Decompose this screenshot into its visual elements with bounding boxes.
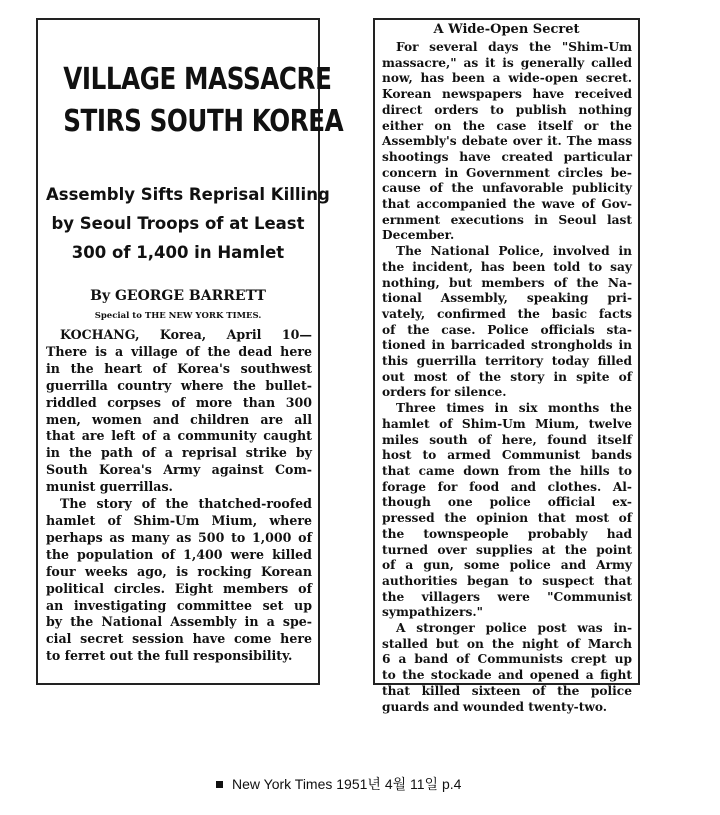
article-line: miles south of here, found itself [382,432,632,447]
article-line: KOCHANG, Korea, April 10— [60,327,312,342]
article-line: riddled corpses of more than 300 [46,394,312,410]
article-line: guards and wounded twenty-two. [382,699,608,714]
article-line: concern in Government circles be- [382,165,632,180]
article-line: shootings have created particular [382,149,632,164]
caption-text: New York Times 1951년 4월 11일 p.4 [232,776,462,792]
article-line: that came down from the hills to [382,463,632,478]
article-line: the villagers were "Communist [382,589,632,604]
article-line: turned over supplies at the point [382,542,632,557]
article-line: stalled but on the night of March [382,636,632,651]
article-line: to ferret out the full responsibility. [46,648,293,664]
source-caption [216,774,461,794]
article-line: an investigating committee set up [46,597,312,613]
article-line: cause of the unfavorable publicity [382,181,632,196]
article-line: sympathizers." [382,605,483,620]
article-line: in the heart of Korea's southwest [46,360,312,376]
left-article-column [36,18,344,685]
right-article-column [373,18,640,714]
article-line: four weeks ago, is rocking Korean [46,563,312,579]
article-line: The story of the thatched-roofed [60,496,312,512]
article-line: Three times in six months the [396,401,632,416]
article-line: though one police official ex- [382,495,632,510]
article-line: that are left of a community caught [46,428,312,444]
deck-line: by Seoul Troops of at Least [51,214,305,233]
article-line: Assembly's debate over it. The mass [382,134,632,149]
article-line: direct orders to publish nothing [382,102,632,117]
article-line: by the National Assembly in a spe- [46,614,312,630]
article-line: munist guerrillas. [46,479,173,495]
article-line: perhaps as many as 500 to 1,000 of [46,529,312,545]
article-line: December. [382,228,455,243]
article-line: host to armed Communist bands [382,448,632,463]
article-line: forage for food and clothes. Al- [382,479,632,494]
article-line: vately, confirmed the basic facts [382,306,632,321]
subheadline-deck [46,180,330,267]
deck-line: Assembly Sifts Reprisal Killing [46,185,330,204]
headline-line-2: STIRS SOUTH KOREA [63,104,344,139]
article-line: men, women and children are all [46,411,312,427]
article-line: out most of the story in spite of [382,369,632,384]
byline-credit: Special to THE NEW YORK TIMES. [94,311,262,321]
article-line: guerrilla country where the bullet- [46,377,312,393]
article-line: A stronger police post was in- [396,621,632,636]
deck-line: 300 of 1,400 in Hamlet [71,243,285,262]
article-line: to the stockade and opened a fight [382,668,632,683]
article-line: ernment executions in Seoul last [382,212,632,227]
article-line: South Korea's Army against Com- [46,462,312,478]
article-line: There is a village of the dead here [46,343,312,359]
article-line: 6 a band of Communists crept up [382,652,632,667]
article-line: hamlet of Shim-Um Mium, where [46,512,312,528]
article-line: the population of 1,400 were killed [46,546,312,562]
article-line: that killed sixteen of the police [382,683,632,698]
square-bullet-icon [216,781,223,788]
article-line: Korean newspapers have received [382,87,632,102]
article-line: now, has been a wide-open secret. [382,71,632,86]
article-line: nothing, but members of the Na- [382,275,632,290]
article-line: massacre," as it is generally called [382,55,632,70]
article-line: that accompanied the wave of Gov- [382,197,632,212]
article-line: For several days the "Shim-Um [396,40,632,54]
article-line: of the case. Police officials sta- [382,322,632,337]
article-line: cial secret session have come here [46,631,312,647]
article-line: The National Police, involved in [396,244,632,259]
article-line: in the path of a reprisal strike by [46,445,312,461]
article-line: hamlet of Shim-Um Mium, twelve [382,416,632,431]
article-line: either on the case itself or the [382,118,632,133]
article-line: of a gun, some police and Army [382,558,632,573]
article-line: the incident, has been told to say [382,259,632,274]
headline-line-1: VILLAGE MASSACRE [63,62,332,97]
section-subhead: A Wide-Open Secret [433,22,580,37]
article-line: tional Assembly, speaking pri- [382,291,632,306]
article-line: tioned in barricaded strongholds in [382,338,632,353]
article-line: pressed the opinion that most of [382,511,632,526]
right-article-body [382,40,632,715]
byline: By GEORGE BARRETT [90,288,266,304]
article-line: this guerrilla territory today filled [382,354,632,369]
article-line: authorities began to suspect that [382,573,632,588]
article-line: the townspeople probably had [382,526,632,541]
article-line: political circles. Eight members of [46,580,312,596]
article-line: orders for silence. [382,385,507,400]
left-article-body [46,327,312,665]
